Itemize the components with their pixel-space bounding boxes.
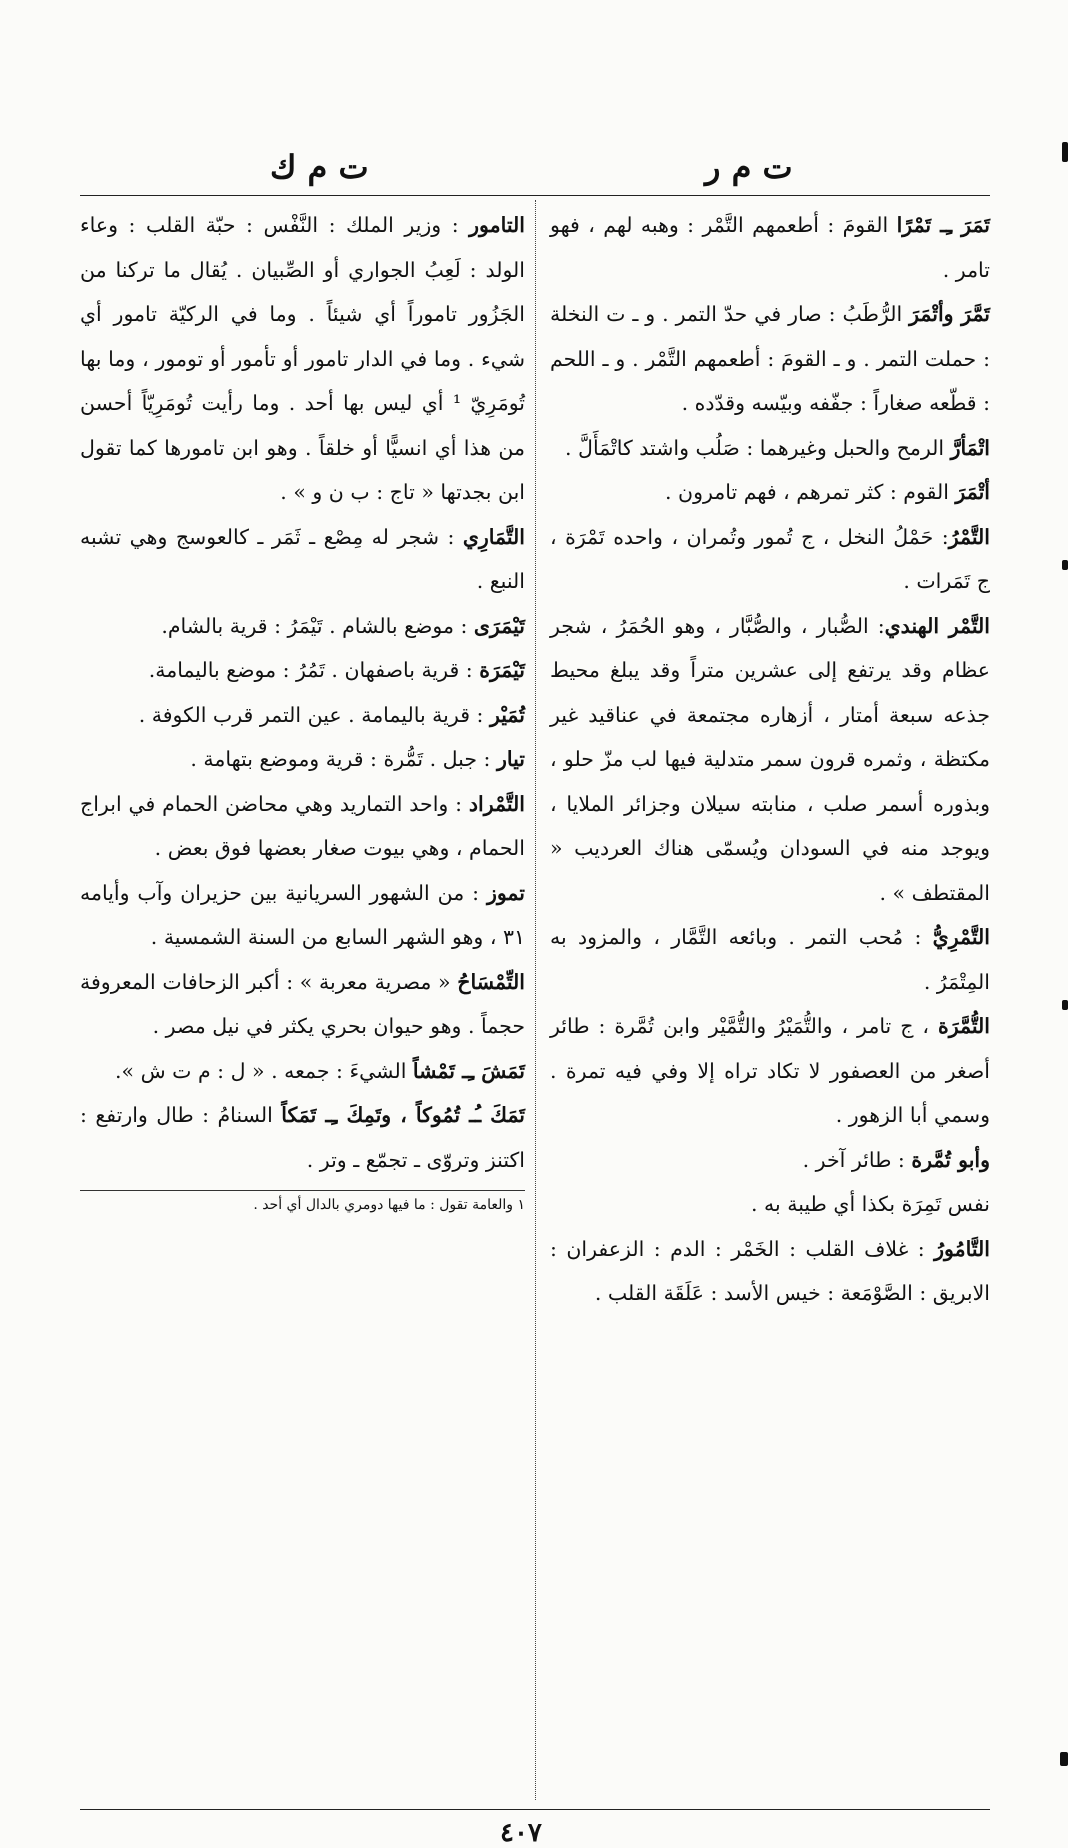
headword: التَّمْراد: [468, 791, 525, 816]
dictionary-entry: [80, 203, 525, 515]
definition: القوم : كثر تمرهم ، فهم تامرون .: [664, 480, 956, 504]
definition: : الصُّبار ، والصُّبَّار ، وهو الحُمَرُ ، شجر عظام وقد يرتفع إلى عشرين متراً وقد يبلغ محيط جذعه سبعة أمتار ، أزهاره مجتمعة في عناقيد غير مكتظة ، وثمره قرون سمر متدلية فيها لب مزّ حلو ، وبذوره أسمر صلب ، منابته سيلان وجزائر الملايا ، ويوجد منه في السودان ويُسمّى هناك العرديب « المقتطف » .: [550, 613, 990, 905]
headword: التَّمْرِيُّ: [932, 925, 990, 949]
headword: التَّمْرُ: [948, 524, 990, 549]
dictionary-entry: [550, 203, 990, 292]
definition: : حَمْلُ النخل ، ج تُمور وتُمران ، واحده تَمْرَة ، ج تَمَرات .: [550, 524, 990, 593]
definition: : غلاف القلب : الخَمْر : الدم : الزعفران : الابريق : الصَّوْمَعة : خيس الأسد : عَلَقَة القلب .: [550, 1236, 990, 1305]
right-column: [550, 203, 990, 1316]
page-number: ٤٠٧: [500, 1818, 542, 1848]
dictionary-entry: [550, 1182, 990, 1227]
dictionary-entry: [80, 693, 525, 738]
headword: التِّمْسَاحُ: [457, 969, 525, 994]
dictionary-entry: [550, 1227, 990, 1316]
dictionary-entry: [80, 604, 525, 649]
definition: : واحد التماريد وهي محاضن الحمام في ابراج الحمام ، وهي بيوت صغار بعضها فوق بعض .: [80, 791, 525, 860]
headword: تَمَّرَ وأتْمَرَ: [909, 302, 990, 326]
dictionary-entry: [550, 292, 990, 426]
definition: القومَ : أطعمهم التَّمْر : وهبه لهم ، فهو تامر .: [550, 213, 990, 282]
dictionary-entry: [550, 470, 990, 515]
definition: السنامُ : طال وارتفع : اكتنز وتروّى ـ تجمّع ـ وتر .: [80, 1103, 525, 1172]
page-header-root-right: ت م ر: [705, 148, 793, 186]
definition: : طائر آخر .: [802, 1147, 912, 1172]
dictionary-entry: [80, 515, 525, 604]
definition: الرُّطَبُ : صار في حدّ التمر . و ـ ت النخلة : حملت التمر . و ـ القومَ : أطعمهم التَّمْر . و ـ اللحم : قطّعه صغاراً : جفّفه وبيّسه وقدّده .: [550, 302, 990, 415]
headword: تموز: [486, 880, 525, 905]
definition: « مصرية معربة » : أكبر الزحافات المعروفة حجماً . وهو حيوان بحري يكثر في نيل مصر .: [80, 969, 525, 1038]
headword: تَمَكَ ـُـ تُمُوكاً ، وتَمِكَ ـِـ تَمَكاً: [281, 1103, 525, 1127]
dictionary-entry: [550, 604, 990, 916]
dictionary-entry: [80, 1093, 525, 1182]
definition: ، ج تامر ، والتُّمَيْرُ والتُّمَّيْر وابن تُمَّرة : طائر أصغر من العصفور لا تكاد تراه إلا وفي فيه تمرة . وسمي أبا الزهور .: [550, 1014, 990, 1127]
column-separator: [535, 200, 536, 1800]
definition: : وزير الملك : النَّفْس : حبّة القلب : وعاء الولد : لَعِبُ الجواري أو الصِّبيان . يُقال ما تركنا من الجَزُور تاموراً أي شيئاً . وما في الركيّة تامور أي شيء . وما في الدار تامور أو تأمور أو تومور ، وما بها تُومَرِيّ ¹ أي ليس بها أحد . وما رأيت تُومَرِيّاً أحسن من هذا أي انسيًّا أو خلقاً . وهو ابن تامورها كما تقول ابن بجدتها « تاج : ب ن و » .: [80, 213, 526, 504]
headword: تيار: [496, 747, 525, 771]
bottom-rule: [80, 1809, 990, 1810]
page-header-root-left: ت م ك: [270, 148, 369, 186]
definition: نفس تَمِرَة بكذا أي طيبة به .: [750, 1192, 990, 1216]
dictionary-entry: [80, 960, 525, 1049]
scan-mark: [1062, 1000, 1068, 1010]
headword: تَيْمَرَى: [473, 613, 525, 638]
dictionary-entry: [80, 737, 525, 782]
scan-mark: [1060, 1752, 1068, 1766]
top-rule: [80, 195, 990, 196]
definition: : جبل . تَمُّرة : قرية وموضع بتهامة .: [190, 747, 497, 771]
definition: الرمح والحبل وغيرهما : صَلُب واشتد كاتْمَأَلَّ .: [565, 435, 951, 460]
headword: وأبو تُمَّرة: [911, 1147, 990, 1172]
headword: التَّمْر الهندي: [884, 613, 990, 638]
headword: تَيْمَرَة: [479, 658, 525, 682]
left-column: [80, 203, 525, 1219]
scan-mark: [1062, 560, 1068, 570]
definition: الشيءَ : جمعه . « ل : م ت ش ».: [115, 1058, 413, 1083]
headword: أتْمَرَ: [955, 480, 990, 504]
dictionary-entry: [80, 648, 525, 693]
dictionary-entry: [550, 1138, 990, 1183]
dictionary-entry: [550, 426, 990, 471]
headword: التَّامُورُ: [934, 1236, 990, 1261]
headword: تُمَيْر: [489, 702, 525, 727]
definition: : قرية باصفهان . تَمُرُ : موضع باليمامة.: [148, 658, 480, 682]
footnote: ١ والعامة تقول : ما فيها دومري بالدال أي أحد .: [253, 1197, 525, 1213]
headword: تَمَرَ ـِـ تَمْرًا: [896, 213, 991, 237]
dictionary-entry: [550, 915, 990, 1004]
dictionary-entry: [80, 871, 525, 960]
headword: تَمَشَ ـِـ تَمْشاً: [412, 1058, 525, 1083]
definition: : قرية باليمامة . عين التمر قرب الكوفة .: [138, 702, 490, 727]
definition: : مُحب التمر . وبائعه التَّمَّار ، والمزود به المِتْمَرُ .: [550, 925, 990, 994]
dictionary-entry: [550, 515, 990, 604]
headword: التَّمَارِي: [462, 524, 525, 549]
definition: : من الشهور السريانية بين حزيران وآب وأيامه ٣١ ، وهو الشهر السابع من السنة الشمسية .: [80, 880, 525, 949]
headword: التامور: [469, 213, 525, 237]
dictionary-entry: [80, 782, 525, 871]
dictionary-entry: [550, 1004, 990, 1138]
definition: : شجر له مِصْع ـ ثَمَر ـ كالعوسج وهي تشبه النبع .: [80, 524, 525, 593]
headword: اتْمَأرَّ: [950, 435, 990, 460]
dictionary-entry: [80, 1049, 525, 1094]
definition: : موضع بالشام . تَيْمَرُ : قرية بالشام.: [161, 613, 474, 638]
headword: التُّمَّرَة: [937, 1014, 990, 1038]
scan-mark: [1062, 142, 1068, 162]
